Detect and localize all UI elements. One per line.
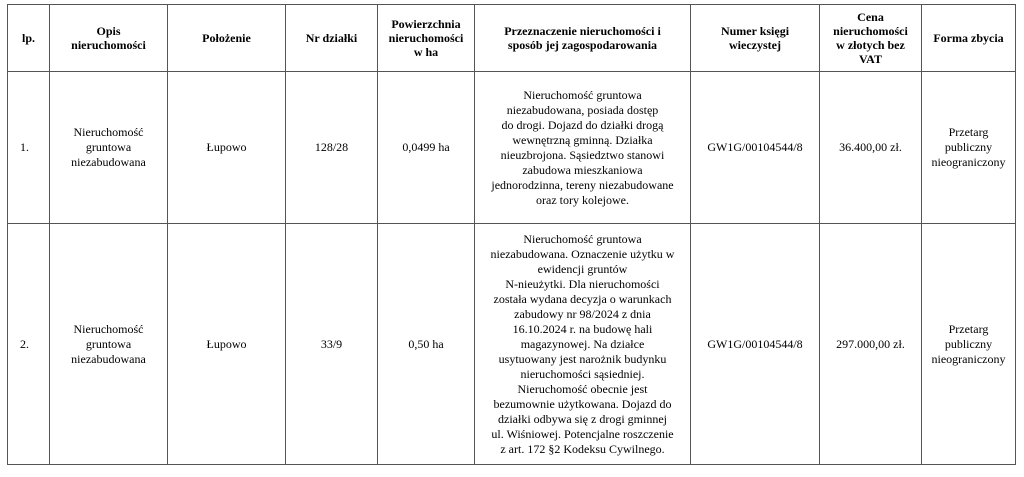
header-ksiega: Numer księgi wieczystej [691,5,820,72]
cell-polozenie: Łupowo [168,72,286,224]
cell-ksiega: GW1G/00104544/8 [691,72,820,224]
table-row [8,72,1016,224]
header-cena: Cena nieruchomości w złotych bez VAT [820,5,922,72]
cell-nr-dzialki: 128/28 [286,72,378,224]
cell-powierzchnia: 0,0499 ha [378,72,475,224]
cell-przeznaczenie: Nieruchomość gruntowa niezabudowana, posiada dostęp do drogi. Dojazd do działki drogą wewnętrzną gminną. Działka nieuzbrojona. Sąsiedztwo stanowi zabudowa mieszkaniowa jednorodzinna, tereny niezabudowane oraz tory kolejowe. [475,72,691,224]
cell-cena: 36.400,00 zł. [820,72,922,224]
cell-forma: Przetarg publiczny nieograniczony [922,224,1016,465]
cell-lp: 1. [8,72,50,224]
cell-polozenie: Łupowo [168,224,286,465]
property-table-container [7,4,1016,465]
header-powierzchnia: Powierzchnia nieruchomości w ha [378,5,475,72]
cell-powierzchnia: 0,50 ha [378,224,475,465]
header-lp: lp. [8,5,50,72]
header-opis: Opis nieruchomości [50,5,168,72]
table-row [8,224,1016,465]
header-polozenie: Położenie [168,5,286,72]
header-przeznaczenie: Przeznaczenie nieruchomości i sposób jej zagospodarowania [475,5,691,72]
cell-opis: Nieruchomość gruntowa niezabudowana [50,224,168,465]
header-row [8,5,1016,72]
header-nr-dzialki: Nr działki [286,5,378,72]
property-table [7,4,1016,465]
cell-ksiega: GW1G/00104544/8 [691,224,820,465]
cell-cena: 297.000,00 zł. [820,224,922,465]
cell-nr-dzialki: 33/9 [286,224,378,465]
cell-forma: Przetarg publiczny nieograniczony [922,72,1016,224]
cell-lp: 2. [8,224,50,465]
cell-przeznaczenie: Nieruchomość gruntowa niezabudowana. Oznaczenie użytku w ewidencji gruntów N-nieużytki. Dla nieruchomości została wydana decyzja o warunkach zabudowy nr 98/2024 z dnia 16.10.2024 r. na budowę hali magazynowej. Na działce usytuowany jest narożnik budynku nieruchomości sąsiedniej. Nieruchomość obecnie jest bezumownie użytkowana. Dojazd do działki odbywa się z drogi gminnej ul. Wiśniowej. Potencjalne roszczenie z art. 172 §2 Kodeksu Cywilnego. [475,224,691,465]
cell-opis: Nieruchomość gruntowa niezabudowana [50,72,168,224]
header-forma: Forma zbycia [922,5,1016,72]
